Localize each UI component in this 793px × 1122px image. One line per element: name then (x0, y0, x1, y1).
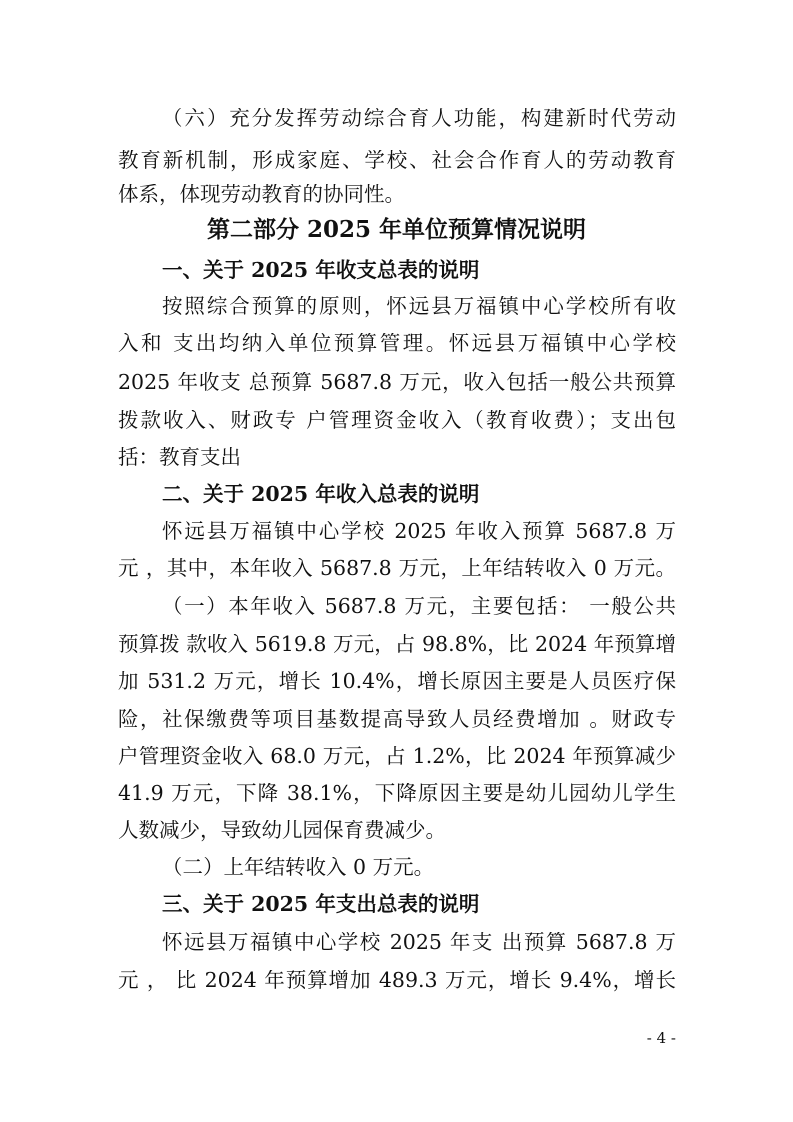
section-3-heading: 三、关于 2025 年支出总表的说明 (162, 892, 480, 916)
section-2-sub2: （二）上年结转收入 0 万元。 (162, 857, 435, 879)
section-2-sub1-line-7: 人数减少，导致幼儿园保育费减少。 (118, 820, 446, 842)
paragraph-6-line-3: 体系，体现劳动教育的协同性。 (118, 184, 405, 206)
paragraph-6-line-2: 教育新机制，形成家庭、学校、社会合作育人的劳动教育 (118, 150, 676, 172)
section-2-sub1-line-4: 险，社保缴费等项目基数提高导致人员经费增加 。财政专 (118, 709, 676, 731)
section-2-heading: 二、关于 2025 年收入总表的说明 (162, 482, 480, 506)
section-2-sub1-line-2: 预算拨 款收入 5619.8 万元，占 98.8%，比 2024 年预算增 (118, 634, 676, 656)
section-3-line-2: 元 ， 比 2024 年预算增加 489.3 万元，增长 9.4%，增长 (118, 970, 676, 992)
section-2-line-2: 元 ，其中，本年收入 5687.8 万元，上年结转收入 0 万元。 (118, 558, 676, 580)
section-1-heading: 一、关于 2025 年收支总表的说明 (162, 258, 480, 282)
section-1-line-5: 括：教育支出 (118, 447, 241, 469)
paragraph-6-line-1: （六）充分发挥劳动综合育人功能，构建新时代劳动 (162, 108, 676, 130)
section-2-sub1-line-6: 41.9 万元，下降 38.1%，下降原因主要是幼儿园幼儿学生 (118, 783, 676, 805)
section-2-sub1-line-1: （一）本年收入 5687.8 万元，主要包括： 一般公共 (162, 596, 676, 618)
section-2-line-1: 怀远县万福镇中心学校 2025 年收入预算 5687.8 万 (162, 521, 676, 543)
section-2-sub1-line-5: 户管理资金收入 68.0 万元，占 1.2%，比 2024 年预算减少 (118, 746, 676, 768)
part-2-title: 第二部分 2025 年单位预算情况说明 (206, 216, 587, 243)
section-1-line-4: 拨款收入、财政专 户管理资金收入（教育收费）；支出包 (118, 410, 676, 432)
page-number: - 4 - (646, 1029, 676, 1047)
section-1-line-1: 按照综合预算的原则，怀远县万福镇中心学校所有收 (162, 296, 676, 318)
section-3-line-1: 怀远县万福镇中心学校 2025 年支 出预算 5687.8 万 (162, 932, 676, 954)
section-1-line-2: 入和 支出均纳入单位预算管理。怀远县万福镇中心学校 (118, 333, 676, 355)
section-1-line-3: 2025 年收支 总预算 5687.8 万元，收入包括一般公共预算 (118, 372, 676, 394)
section-2-sub1-line-3: 加 531.2 万元，增长 10.4%，增长原因主要是人员医疗保 (118, 671, 676, 693)
